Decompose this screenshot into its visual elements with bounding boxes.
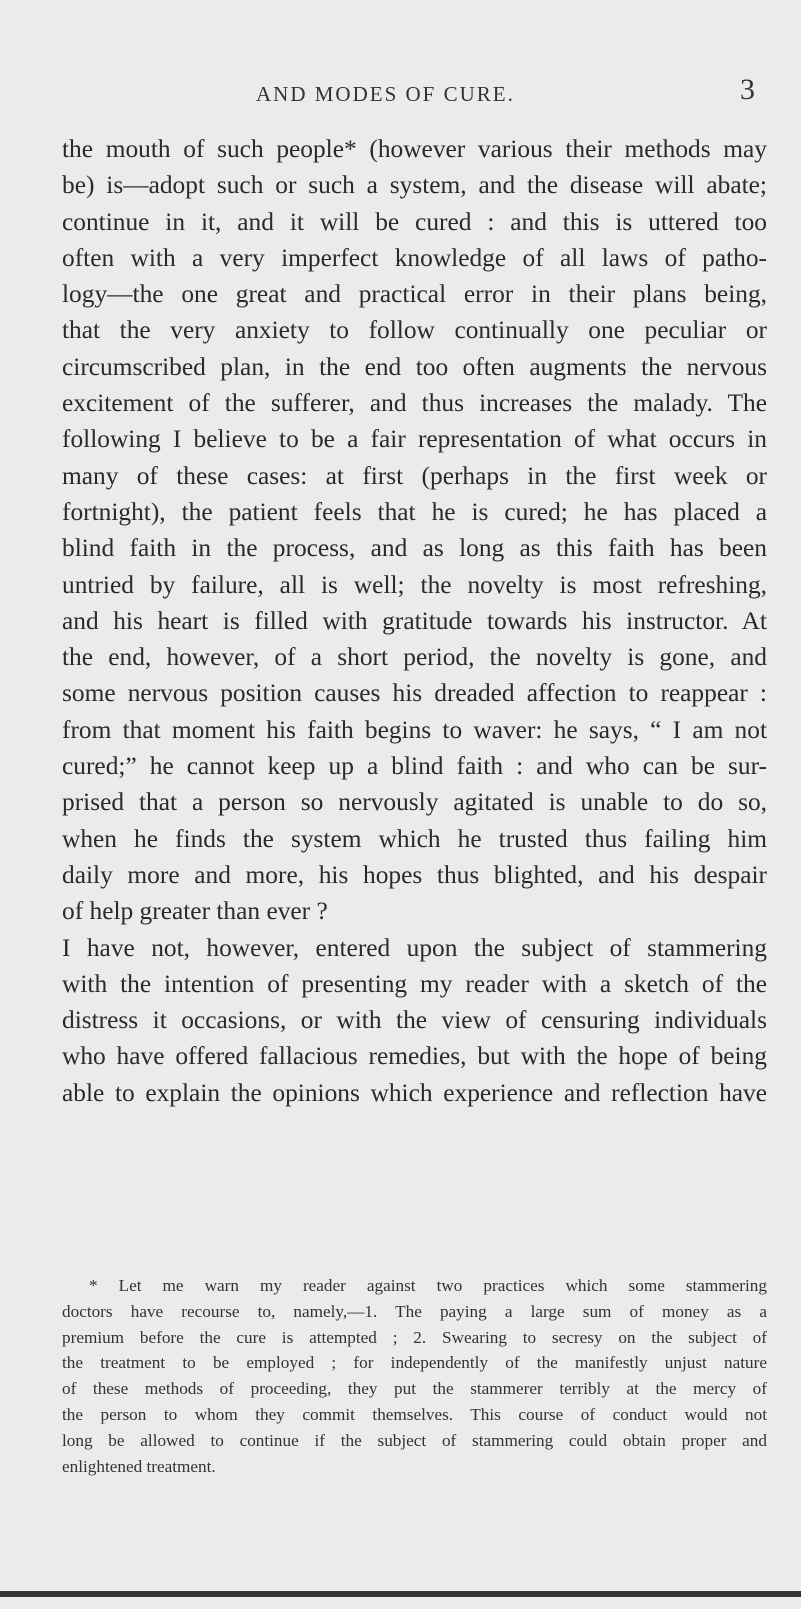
footnote-line: premium before the cure is attempted ; 2. Swearing to secresy on the subject of: [62, 1327, 767, 1347]
text-line: often with a very imperfect knowledge of all laws of patho-: [62, 243, 767, 272]
text-line: when he finds the system which he trusted thus failing him: [62, 824, 767, 853]
text-line: daily more and more, his hopes thus blighted, and his despair: [62, 860, 767, 889]
text-line: that the very anxiety to follow continually one peculiar or: [62, 316, 767, 345]
text-line: the end, however, of a short period, the novelty is gone, and: [62, 643, 767, 672]
text-line: following I believe to be a fair representation of what occurs in: [62, 425, 767, 454]
text-line: blind faith in the process, and as long as this faith has been: [62, 534, 767, 563]
running-title: AND MODES OF CURE.: [256, 82, 515, 106]
text-line: able to explain the opinions which experience and reflection have: [62, 1078, 767, 1107]
footnote-line: doctors have recourse to, namely,—1. The paying a large sum of money as a: [62, 1301, 767, 1321]
body-text: [62, 131, 767, 1111]
footnote-line: the treatment to be employed ; for independently of the manifestly unjust nature: [62, 1353, 767, 1373]
text-line: from that moment his faith begins to waver: he says, “ I am not: [62, 715, 767, 744]
text-line: and his heart is filled with gratitude towards his instructor. At: [62, 606, 767, 635]
text-line: continue in it, and it will be cured : and this is uttered too: [62, 207, 767, 236]
text-line: many of these cases: at first (perhaps in the first week or: [62, 461, 767, 490]
footnote-line: enlightened treatment.: [62, 1456, 216, 1476]
text-line: with the intention of presenting my reader with a sketch of the: [62, 969, 767, 998]
paragraph-2: [62, 930, 767, 1111]
text-line: of help greater than ever ?: [62, 897, 328, 926]
text-line: be) is—adopt such or such a system, and the disease will abate;: [62, 171, 767, 200]
text-line: the mouth of such people* (however various their methods may: [62, 135, 767, 163]
text-line: fortnight), the patient feels that he is cured; he has placed a: [62, 497, 767, 526]
text-line: prised that a person so nervously agitated is unable to do so,: [62, 788, 767, 817]
footnote-line: long be allowed to continue if the subject of stammering could obtain proper and: [62, 1430, 767, 1450]
bottom-edge-rule: [0, 1591, 801, 1597]
page-number: 3: [740, 73, 755, 106]
text-line: circumscribed plan, in the end too often augments the nervous: [62, 352, 767, 381]
text-line: I have not, however, entered upon the subject of stammering: [62, 933, 767, 962]
text-line: excitement of the sufferer, and thus increases the malady. The: [62, 389, 767, 418]
text-line: distress it occasions, or with the view of censuring individuals: [62, 1006, 767, 1035]
text-line: logy—the one great and practical error in their plans being,: [62, 280, 767, 309]
text-line: cured;” he cannot keep up a blind faith : and who can be sur-: [62, 752, 767, 781]
footnote-line: * Let me warn my reader against two practices which some stammering: [89, 1276, 767, 1295]
text-line: untried by failure, all is well; the novelty is most refreshing,: [62, 570, 767, 599]
footnote-line: of these methods of proceeding, they put the stammerer terribly at the mercy of: [62, 1379, 767, 1399]
footnote-line: the person to whom they commit themselves. This course of conduct would not: [62, 1404, 767, 1424]
text-line: some nervous position causes his dreaded affection to reappear :: [62, 679, 767, 708]
footnote: [62, 1273, 767, 1479]
paragraph-1: [62, 131, 767, 930]
text-line: who have offered fallacious remedies, but with the hope of being: [62, 1042, 767, 1071]
